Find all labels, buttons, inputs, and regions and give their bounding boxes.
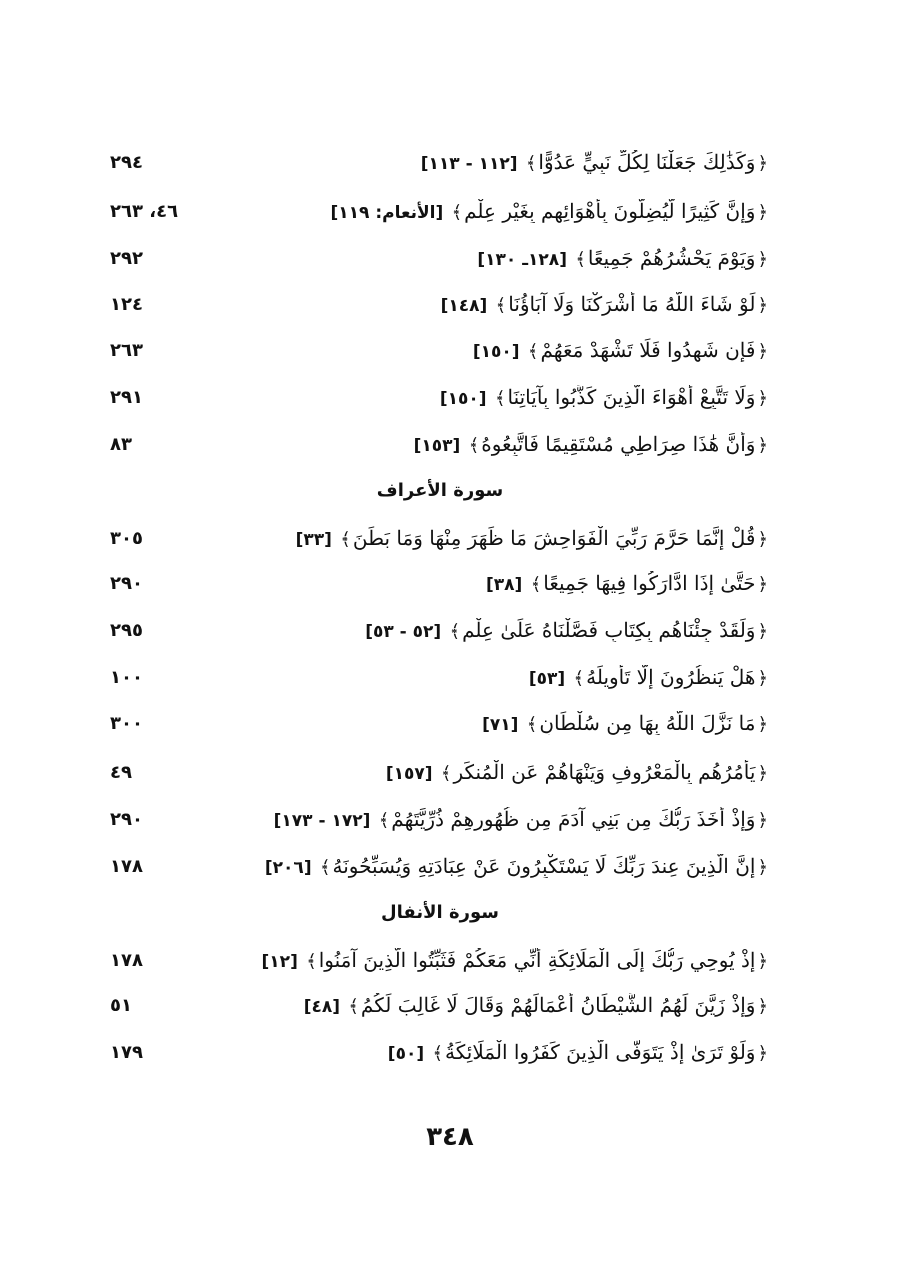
ornate-bracket-close: ﴾ (495, 295, 507, 316)
page-references: ٢٩٠ (110, 572, 143, 594)
ornate-bracket-close: ﴾ (319, 857, 331, 878)
verse-entry (260, 246, 770, 270)
verse-entry (260, 1040, 770, 1064)
verse-text: وَلَا تَتَّبِعْ أَهْوَاءَ الَّذِينَ كَذَّبُوا بِآيَاتِنَا (507, 385, 756, 409)
page-references: ٤٦، ٢٦٣ (110, 200, 179, 222)
verse-text: إِذْ يُوحِي رَبُّكَ إِلَى الْمَلَائِكَةِ أَنِّي مَعَكُمْ فَثَبِّتُوا الَّذِينَ آمَنُوا (318, 948, 756, 972)
verse-entry (260, 150, 770, 174)
verse-text: إِنَّ الَّذِينَ عِندَ رَبِّكَ لَا يَسْتَكْبِرُونَ عَنْ عِبَادَتِهِ وَيُسَبِّحُونَهُ (332, 854, 756, 878)
page-references: ١٢٤ (110, 293, 143, 315)
index-entry (110, 940, 770, 980)
verse-text: وَإِذْ أَخَذَ رَبُّكَ مِن بَنِي آدَمَ مِن ظُهُورِهِمْ ذُرِّيَّتَهُمْ (391, 807, 756, 831)
ornate-bracket-close: ﴾ (449, 621, 461, 642)
verse-reference: [٣٣] (295, 530, 332, 550)
ornate-bracket-close: ﴾ (530, 574, 542, 595)
index-entry (110, 703, 770, 743)
ornate-bracket-close: ﴾ (527, 341, 539, 362)
index-entry (110, 799, 770, 839)
verse-reference: [١٥٠] (472, 342, 520, 362)
verse-reference: [١١٢ - ١١٣] (420, 154, 518, 174)
verse-text: لَوْ شَاءَ اللَّهُ مَا أَشْرَكْنَا وَلَا آبَاؤُنَا (508, 292, 756, 316)
verse-text: حَتَّىٰ إِذَا ادَّارَكُوا فِيهَا جَمِيعًا (543, 571, 756, 595)
index-entry (110, 610, 770, 650)
ornate-bracket-open: ﴿ (757, 763, 768, 784)
page-references: ٢٦٣ (110, 339, 143, 361)
index-entry (110, 1032, 770, 1072)
verse-reference: [٥٣] (528, 669, 566, 689)
ornate-bracket-open: ﴿ (757, 435, 768, 456)
verse-reference: [٥٠] (387, 1044, 425, 1064)
ornate-bracket-open: ﴿ (757, 249, 768, 270)
section-heading: سورة الأعراف (376, 480, 504, 501)
ornate-bracket-close: ﴾ (573, 668, 585, 689)
verse-reference: [٣٨] (486, 575, 523, 595)
ornate-bracket-close: ﴾ (575, 249, 586, 270)
verse-reference: [١٢] (261, 952, 298, 972)
ornate-bracket-close: ﴾ (468, 435, 480, 456)
page-references: ١٧٨ (110, 855, 143, 877)
index-entry (110, 657, 770, 697)
verse-text: وَإِنَّ كَثِيرًا لَّيُضِلُّونَ بِأَهْوَائِهِم بِغَيْرِ عِلْمٍ (464, 199, 756, 223)
verse-text: فَإِن شَهِدُوا فَلَا تَشْهَدْ مَعَهُمْ (540, 338, 756, 362)
verse-reference: [١٧٢ - ١٧٣] (273, 811, 371, 831)
verse-entry (260, 854, 770, 878)
ornate-bracket-close: ﴾ (451, 202, 463, 223)
ornate-bracket-close: ﴾ (440, 763, 452, 784)
ornate-bracket-open: ﴿ (757, 951, 768, 972)
ornate-bracket-close: ﴾ (525, 153, 537, 174)
ornate-bracket-open: ﴿ (757, 668, 768, 689)
ornate-bracket-close: ﴾ (306, 951, 317, 972)
verse-reference: [١٥٠] (439, 389, 487, 409)
verse-text: هَلْ يَنظُرُونَ إِلَّا تَأْوِيلَهُ (586, 665, 756, 689)
page-references: ٢٩٥ (110, 619, 143, 641)
ornate-bracket-close: ﴾ (378, 810, 390, 831)
verse-reference: [١٤٨] (440, 296, 488, 316)
verse-text: وَكَذَٰلِكَ جَعَلْنَا لِكُلِّ نَبِيٍّ عَدُوًّا (538, 150, 756, 174)
verse-entry (260, 760, 770, 784)
page-references: ٥١ (110, 994, 132, 1016)
index-entry (110, 752, 770, 792)
index-entry (110, 377, 770, 417)
verse-entry (260, 618, 770, 642)
ornate-bracket-open: ﴿ (757, 529, 768, 550)
index-entry (110, 563, 770, 603)
verse-reference: [الأنعام: ١١٩] (330, 203, 444, 223)
verse-text: وَأَنَّ هَٰذَا صِرَاطِي مُسْتَقِيمًا فَاتَّبِعُوهُ (481, 432, 756, 456)
ornate-bracket-open: ﴿ (757, 1043, 768, 1064)
ornate-bracket-open: ﴿ (757, 621, 768, 642)
verse-text: مَا نَزَّلَ اللَّهُ بِهَا مِن سُلْطَانٍ (539, 711, 756, 735)
ornate-bracket-open: ﴿ (757, 857, 768, 878)
verse-reference: [١٥٣] (413, 436, 461, 456)
ornate-bracket-close: ﴾ (432, 1043, 444, 1064)
ornate-bracket-open: ﴿ (757, 810, 768, 831)
ornate-bracket-close: ﴾ (340, 529, 351, 550)
page-references: ١٧٨ (110, 949, 143, 971)
page-references: ١٧٩ (110, 1041, 143, 1063)
ornate-bracket-close: ﴾ (494, 388, 506, 409)
verse-entry (260, 292, 770, 316)
verse-reference: [١٢٨ـ ١٣٠] (477, 250, 567, 270)
ornate-bracket-open: ﴿ (757, 714, 768, 735)
verse-text: يَأْمُرُهُم بِالْمَعْرُوفِ وَيَنْهَاهُمْ عَنِ الْمُنكَرِ (453, 760, 756, 784)
ornate-bracket-open: ﴿ (757, 996, 768, 1017)
verse-entry (260, 385, 770, 409)
ornate-bracket-open: ﴿ (757, 153, 768, 174)
verse-entry (260, 571, 770, 595)
verse-text: قُلْ إِنَّمَا حَرَّمَ رَبِّيَ الْفَوَاحِشَ مَا ظَهَرَ مِنْهَا وَمَا بَطَنَ (352, 526, 756, 550)
index-entry (110, 846, 770, 886)
verse-text: وَلَقَدْ جِئْنَاهُم بِكِتَابٍ فَصَّلْنَاهُ عَلَىٰ عِلْمٍ (462, 618, 756, 642)
verse-entry (260, 807, 770, 831)
verse-reference: [٥٢ - ٥٣] (365, 622, 442, 642)
verse-entry (260, 432, 770, 456)
page-references: ١٠٠ (110, 666, 143, 688)
verse-entry (260, 993, 770, 1017)
ornate-bracket-open: ﴿ (757, 295, 768, 316)
index-entry (110, 330, 770, 370)
page-references: ٢٩٠ (110, 808, 143, 830)
page-references: ٤٩ (110, 761, 132, 783)
ornate-bracket-open: ﴿ (757, 388, 768, 409)
ornate-bracket-close: ﴾ (348, 996, 359, 1017)
verse-reference: [٧١] (482, 715, 519, 735)
ornate-bracket-open: ﴿ (757, 202, 768, 223)
page-references: ٣٠٥ (110, 527, 143, 549)
verse-entry (260, 338, 770, 362)
verse-entry (260, 526, 770, 550)
verse-entry (260, 948, 770, 972)
verse-entry (260, 199, 770, 223)
page-references: ٨٣ (110, 433, 132, 455)
ornate-bracket-open: ﴿ (757, 574, 768, 595)
index-entry (110, 424, 770, 464)
index-entry (110, 985, 770, 1025)
page-references: ٢٩٤ (110, 151, 143, 173)
index-entry (110, 518, 770, 558)
ornate-bracket-open: ﴿ (757, 341, 768, 362)
verse-text: وَيَوْمَ يَحْشُرُهُمْ جَمِيعًا (587, 246, 756, 270)
page-number: ٣٤٨ (426, 1122, 474, 1152)
index-entry (110, 284, 770, 324)
ornate-bracket-close: ﴾ (526, 714, 538, 735)
verse-entry (260, 665, 770, 689)
verse-text: وَإِذْ زَيَّنَ لَهُمُ الشَّيْطَانُ أَعْمَالَهُمْ وَقَالَ لَا غَالِبَ لَكُمُ (360, 993, 756, 1017)
verse-text: وَلَوْ تَرَىٰ إِذْ يَتَوَفَّى الَّذِينَ كَفَرُوا الْمَلَائِكَةُ (445, 1040, 756, 1064)
verse-reference: [٢٠٦] (264, 858, 312, 878)
index-entry (110, 142, 770, 182)
page-references: ٢٩٢ (110, 247, 143, 269)
verse-entry (260, 711, 770, 735)
index-entry (110, 238, 770, 278)
page-references: ٣٠٠ (110, 712, 143, 734)
index-entry (110, 191, 770, 231)
verse-reference: [١٥٧] (385, 764, 433, 784)
verse-reference: [٤٨] (303, 997, 341, 1017)
page-references: ٢٩١ (110, 386, 143, 408)
section-heading: سورة الأنفال (381, 902, 499, 923)
